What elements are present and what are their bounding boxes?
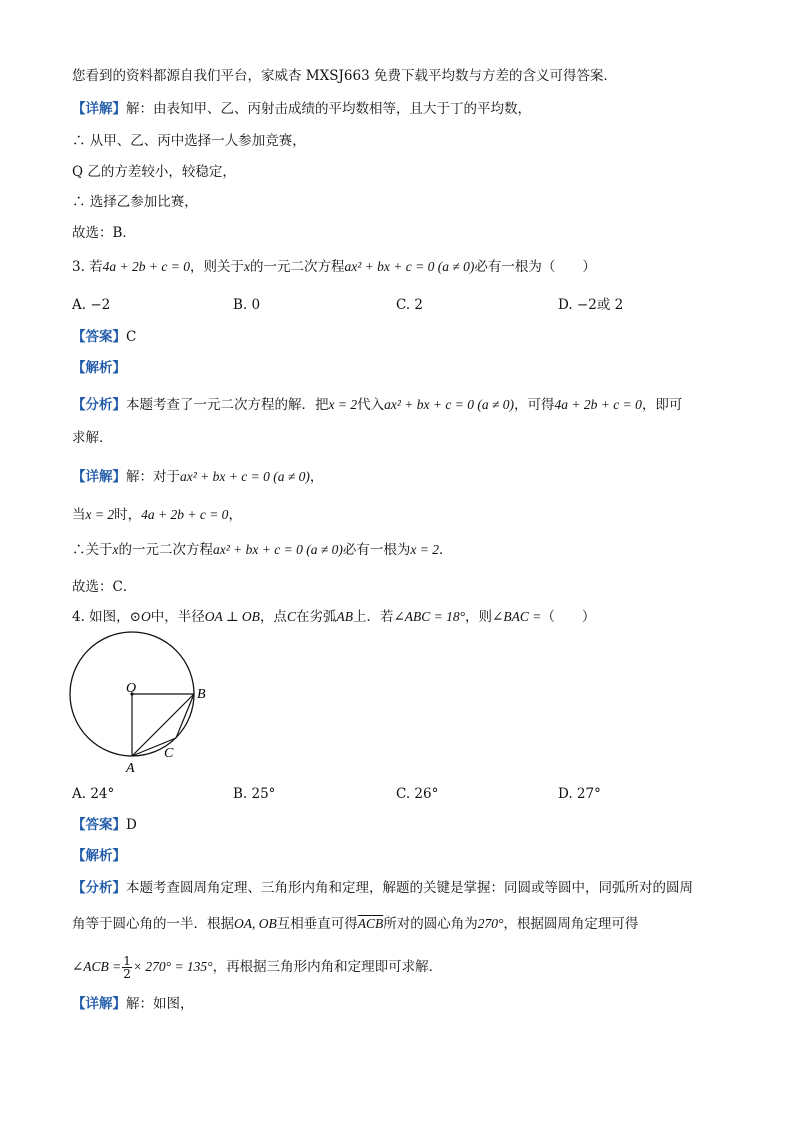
option-b: B. 0 (233, 297, 261, 313)
text: ，再根据三角形内角和定理即可求解． (212, 959, 443, 975)
text: 上．若 (352, 609, 394, 625)
label-c: C (164, 746, 174, 761)
text-line (72, 99, 531, 119)
circle-figure (66, 628, 216, 776)
xiangjie-line (72, 467, 323, 487)
section-tag: 【详解】 (72, 469, 126, 485)
text: 解：如图， (126, 996, 194, 1012)
math: 4a + 2b + c = 0 (554, 397, 642, 412)
text-line (72, 952, 442, 982)
fenxi-line (72, 878, 693, 898)
text: （ ） (541, 609, 596, 625)
text: 必有一根为 (342, 542, 411, 558)
text: 在劣弧 (295, 609, 337, 625)
text: 4. 如图， (72, 609, 130, 625)
math: OA, OB (234, 916, 277, 931)
math: ax² + bx + c = 0 (a ≠ 0) (344, 259, 475, 274)
question-4-stem (72, 607, 595, 627)
chord-bc (176, 694, 194, 738)
answer-line (72, 327, 136, 347)
text: 角等于圆心角的一半．根据 (72, 916, 234, 932)
label-a: A (126, 761, 135, 776)
text-line (72, 505, 242, 525)
section-tag: 【答案】 (72, 817, 126, 833)
analysis-line (72, 846, 126, 866)
math: x = 2 (328, 397, 358, 412)
text: ， (309, 469, 324, 485)
fenxi-line (72, 395, 682, 415)
answer-line (72, 815, 137, 835)
text-line: ∴ 从甲、乙、丙中选择一人参加竞赛， (72, 133, 306, 149)
text: 本题考查圆周角定理、三角形内角和定理，解题的关键是掌握：同圆或等圆中，同弧所对的圆周 (126, 880, 693, 896)
option-d: D. −2或 2 (558, 297, 624, 313)
text: ，根据圆周角定理可得 (503, 916, 639, 932)
option-a: A. −2 (72, 297, 111, 313)
math: 270° (477, 916, 504, 931)
option-c: C. 2 (396, 297, 424, 313)
text: 解：对于 (126, 469, 180, 485)
text-line (72, 914, 638, 934)
math: ∠ACB = (72, 959, 122, 974)
math: ∠ABC = 18° (393, 609, 466, 624)
text-line: ∴ 选择乙参加比赛， (72, 194, 198, 210)
math: OA ⊥ OB (204, 609, 260, 624)
label-o: O (126, 681, 137, 696)
answer-value: C (126, 329, 137, 345)
section-tag: 【解析】 (72, 360, 126, 376)
text-line: 您看到的资料都源自我们平台，家威杏 MXSJ663 免费下载平均数与方差的含义可得答案． (72, 68, 617, 84)
circle-symbol: ⊙ (129, 609, 141, 625)
section-tag: 【分析】 (72, 880, 126, 896)
text: ． (439, 542, 453, 558)
text: 本题考查了一元二次方程的解．把 (126, 397, 329, 413)
text: 代入 (357, 397, 385, 413)
math: ax² + bx + c = 0 (a ≠ 0) (213, 542, 343, 557)
text: 中，半径 (150, 609, 205, 625)
option-d: D. 27° (558, 786, 601, 802)
math: ax² + bx + c = 0 (a ≠ 0) (180, 469, 310, 484)
text: 的一元二次方程 (250, 259, 345, 275)
math: C (286, 609, 296, 624)
text: 的一元二次方程 (118, 542, 213, 558)
math: ∠BAC = (492, 609, 542, 624)
fraction (122, 955, 132, 980)
text: 当 (72, 507, 86, 523)
section-tag: 【详解】 (72, 996, 126, 1012)
option-b: B. 25° (233, 786, 276, 802)
math: ax² + bx + c = 0 (a ≠ 0) (384, 397, 514, 412)
text: ， (228, 507, 242, 523)
text: ，即可 (641, 397, 683, 413)
text-line: 故选：B． (72, 225, 136, 241)
text: ，则关于 (190, 259, 244, 275)
text: 解：由表知甲、乙、丙射击成绩的平均数相等，且大于丁的平均数， (126, 101, 531, 117)
question-3-stem (72, 257, 596, 277)
math: x = 2 (410, 542, 439, 557)
option-c: C. 26° (396, 786, 439, 802)
text-line: 求解． (72, 430, 113, 446)
math: × 270° = 135° (132, 959, 213, 974)
text: ∴关于 (72, 542, 113, 558)
text-line (72, 540, 453, 560)
section-tag: 【分析】 (72, 397, 126, 413)
text: 时， (114, 507, 142, 523)
text: ，则 (465, 609, 493, 625)
analysis-line (72, 358, 126, 378)
text: ，可得 (514, 397, 555, 413)
math: x = 2 (85, 507, 115, 522)
text: 互相垂直可得 (276, 916, 358, 932)
option-a: A. 24° (72, 786, 115, 802)
text: 所对的圆心角为 (383, 916, 478, 932)
text-line: 故选：C． (72, 579, 137, 595)
answer-value: D (126, 817, 137, 833)
text: ，点 (259, 609, 287, 625)
xiangjie-line (72, 994, 194, 1014)
label-b: B (197, 687, 206, 702)
fraction-numerator: 1 (123, 954, 131, 968)
math: O (140, 609, 151, 624)
text: 3. 若 (72, 259, 103, 275)
chord-ab (132, 694, 194, 756)
math: AB (336, 609, 353, 624)
math: 4a + 2b + c = 0 (141, 507, 229, 522)
section-tag: 【详解】 (72, 101, 126, 117)
text-line: Q 乙的方差较小，较稳定， (72, 164, 236, 180)
fraction-denominator: 2 (123, 967, 131, 981)
section-tag: 【答案】 (72, 329, 126, 345)
math: x (244, 259, 250, 274)
arc-acb: $\overline{ACB}$ (357, 916, 384, 931)
math: x (112, 542, 119, 557)
section-tag: 【解析】 (72, 848, 126, 864)
text: 必有一根为（ ） (474, 259, 596, 275)
math: 4a + 2b + c = 0 (102, 259, 190, 274)
